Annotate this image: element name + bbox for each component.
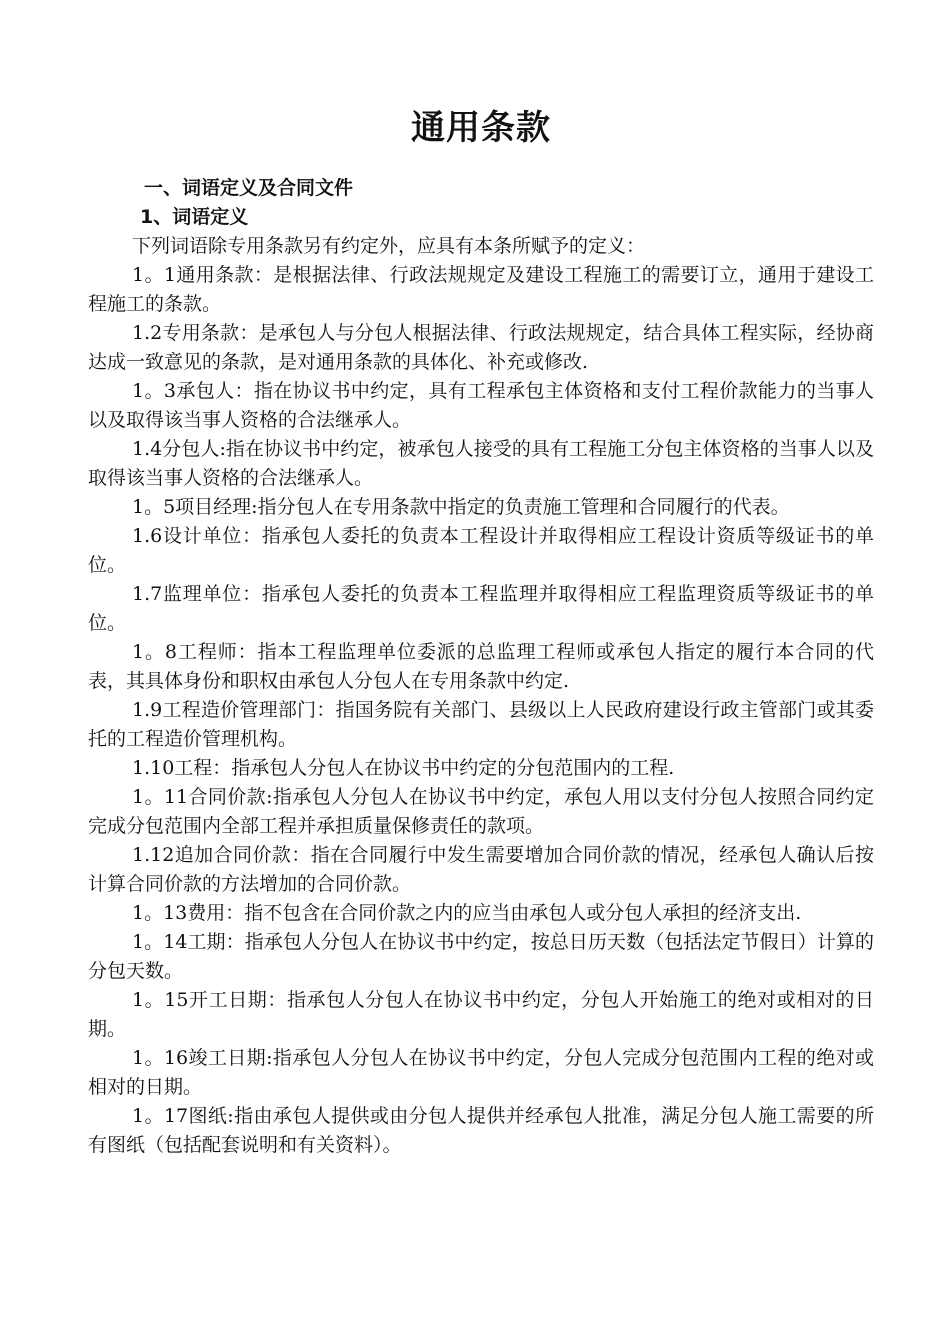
definition-item: 1.7监理单位：指承包人委托的负责本工程监理并取得相应工程监理资质等级证书的单位。	[88, 583, 874, 634]
page-title: 通用条款	[411, 108, 551, 148]
subsection-heading: 1、词语定义	[140, 206, 249, 228]
definition-item: 1.4分包人:指在协议书中约定，被承包人接受的具有工程施工分包主体资格的当事人以及取得该当事人资格的合法继承人。	[88, 438, 874, 489]
definition-item: 1。14工期：指承包人分包人在协议书中约定，按总日历天数（包括法定节假日）计算的分包天数。	[88, 931, 874, 982]
definition-item: 1.2专用条款：是承包人与分包人根据法律、行政法规规定，结合具体工程实际，经协商达成一致意见的条款，是对通用条款的具体化、补充或修改.	[88, 322, 874, 373]
definition-item: 1。1通用条款：是根据法律、行政法规规定及建设工程施工的需要订立，通用于建设工程施工的条款。	[88, 264, 874, 315]
intro-paragraph: 下列词语除专用条款另有约定外，应具有本条所赋予的定义：	[132, 235, 646, 257]
definition-item: 1.10工程：指承包人分包人在协议书中约定的分包范围内的工程.	[132, 757, 675, 779]
definition-item: 1。17图纸:指由承包人提供或由分包人提供并经承包人批准，满足分包人施工需要的所有图纸（包括配套说明和有关资料）。	[88, 1105, 874, 1156]
definition-item: 1。3承包人：指在协议书中约定，具有工程承包主体资格和支付工程价款能力的当事人以及取得该当事人资格的合法继承人。	[88, 380, 874, 431]
definition-item: 1。11合同价款:指承包人分包人在协议书中约定，承包人用以支付分包人按照合同约定完成分包范围内全部工程并承担质量保修责任的款项。	[88, 786, 874, 837]
definition-item: 1.9工程造价管理部门：指国务院有关部门、县级以上人民政府建设行政主管部门或其委托的工程造价管理机构。	[88, 699, 874, 750]
definition-item: 1。16竣工日期:指承包人分包人在协议书中约定，分包人完成分包范围内工程的绝对或相对的日期。	[88, 1047, 874, 1098]
definition-item: 1。15开工日期：指承包人分包人在协议书中约定，分包人开始施工的绝对或相对的日期。	[88, 989, 874, 1040]
definition-item: 1。5项目经理:指分包人在专用条款中指定的负责施工管理和合同履行的代表。	[132, 496, 790, 518]
section-heading: 一、词语定义及合同文件	[144, 177, 354, 199]
definition-item: 1。13费用：指不包含在合同价款之内的应当由承包人或分包人承担的经济支出.	[132, 902, 802, 924]
definition-item: 1.6设计单位：指承包人委托的负责本工程设计并取得相应工程设计资质等级证书的单位。	[88, 525, 874, 576]
definition-item: 1。8工程师：指本工程监理单位委派的总监理工程师或承包人指定的履行本合同的代表，其具体身份和职权由承包人分包人在专用条款中约定.	[88, 641, 874, 692]
definition-item: 1.12追加合同价款：指在合同履行中发生需要增加合同价款的情况，经承包人确认后按计算合同价款的方法增加的合同价款。	[88, 844, 874, 895]
